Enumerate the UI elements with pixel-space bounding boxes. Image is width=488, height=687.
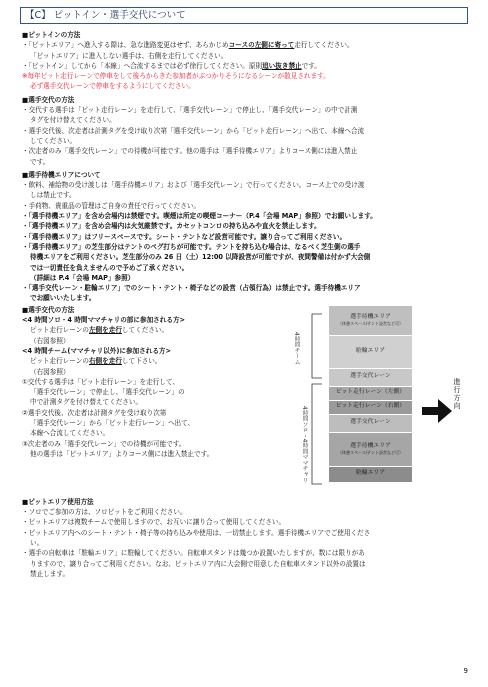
step-1: ①交代する選手は「ピット走行レーン」を走行して、 (22, 377, 180, 386)
team-category-heading: <4 時間チーム(ママチャリ以外)に参加される方> (22, 346, 172, 355)
section-title: 【C】 ピットイン・選手交代について (20, 7, 468, 24)
step-1-cont2: 中で計測タグを付け替えてください。 (30, 398, 143, 407)
waiting-rule-5: ・「選手待機エリア」はフリースペースです。シート・テントなど設営可能です。譲り合ってご利用ください。 (22, 232, 347, 241)
lane-brackets (308, 312, 326, 488)
diagram-block-change-lane-top: 選手交代レーン (329, 369, 412, 387)
waiting-rule-6: ・「選手待機エリア」の芝生部分はテントのペグ打ちが可能です。テントを持ち込む場合は、なるべく芝生側の選手 (22, 242, 361, 251)
change-rule-3: ・次走者のみ「選手交代レーン」での待機が可能です。他の選手は「選手待機エリア」よりコース側には進入禁止 (22, 147, 358, 156)
step-2: ②選手交代後、次走者は計測タグを受け取り次第 (22, 408, 167, 417)
step-2-cont: 「選手交代レーン」から「ピット走行レーン」へ出て、 (30, 418, 195, 427)
pit-area-rule-3: ・ピットエリア内へのシート・テント・椅子等の持ち込みや使用は、一切禁止します。選手待機エリアでご使用くださ (22, 528, 371, 537)
pit-in-rule-2: ・「ピットイン」してから「本線」へ合流するまでは必ず徐行してください。原則追い抜き禁止です。 (22, 61, 321, 70)
change-rule-1-cont: タグを付け替えてください。 (30, 116, 116, 125)
diagram-block-pit-lane-right: ピット走行レーン（右側） (329, 401, 412, 415)
warning-text-cont: 必ず選手交代レーンで停車をするようにしてください。 (30, 82, 195, 91)
team-note: （右図参照） (30, 367, 70, 376)
pit-in-rule-1-cont: 「ピットエリア」に進入しない選手は、右側を走行してください。 (30, 51, 228, 60)
waiting-rule-7-cont: でお願いいたします。 (30, 294, 96, 303)
method-text (22, 304, 282, 494)
waiting-rule-6-ref: （詳細は P.4「会場 MAP」参照） (30, 273, 135, 282)
page-number: 9 (463, 667, 468, 675)
pit-layout-diagram (282, 304, 468, 494)
method-heading: ■選手交代の方法 (22, 305, 75, 314)
waiting-rule-6-cont: 待機エリアをご利用ください。芝生部分のみ 26 日（土）12:00 以降設営が可能ですが、夜間警備は付かず大会側 (30, 253, 371, 262)
solo-label: 4時間ソロ・4時間ママチャリ (301, 405, 307, 483)
team-instruction: ピット走行レーンの右側を走行して下さい。 (30, 357, 162, 366)
pit-area-rule-1: ・ソロでご参加の方は、ソロピットをご利用ください。 (22, 508, 187, 517)
warning-text: ※毎年ピット走行レーンで停車をして後ろからきた参加者がぶつかりそうになるシーンが散見されます。 (22, 72, 330, 81)
solo-note: （右図参照） (30, 336, 70, 345)
change-rule-2-cont: してください。 (30, 136, 77, 145)
pit-area-rule-4: ・選手の自転車は「駐輪エリア」に駐輪してください。自転車スタンドは幾つか設置いたしますが、数には限りがあ (22, 549, 365, 558)
lane-stack (329, 306, 412, 483)
waiting-heading: ■選手待機エリアについて (22, 170, 101, 179)
step-3: ③次走者のみ「選手交代レーン」での待機が可能です。 (22, 439, 186, 448)
waiting-rule-6-cont2: では一切責任を負えませんので予めご了承ください。 (30, 263, 189, 272)
waiting-rule-2: ・手荷物、貴重品の管理はご自身の責任で行ってください。 (22, 201, 201, 210)
diagram-block-change-lane-bottom: 選手交代レーン (329, 415, 412, 433)
pit-area-rule-2: ・ピットエリアは複数チームで使用しますので、お互いに譲り合って使用してください。 (22, 518, 286, 527)
method-section (22, 304, 468, 494)
solo-category-heading: <4 時間ソロ・4 時間ママチャリの部に参加される方> (22, 316, 186, 325)
pit-area-rule-4-cont2: 禁止します。 (30, 569, 70, 578)
direction-arrow-icon (422, 399, 452, 423)
waiting-rule-7: ・「選手交代レーン・駐輪エリア」でのシート・テント・椅子などの設営（占領行為）は禁止です。選手待機エリア (22, 284, 361, 293)
waiting-rule-1-cont: しは禁止です。 (30, 191, 76, 200)
change-rule-1: ・交代する選手は「ピット走行レーン」を走行して、「選手交代レーン」で停止し、「選手交代レーン」の中で計測 (22, 106, 358, 115)
diagram-block-parking-top: 駐輪エリア (329, 336, 412, 369)
team-label: 4時間チーム (293, 331, 299, 365)
document-body (22, 29, 468, 579)
waiting-rule-1: ・飲料、補給物の受け渡しは「選手待機エリア」および「選手交代レーン」で行ってください。コース上での受け渡 (22, 181, 365, 190)
pit-area-rule-3-cont: い。 (30, 538, 44, 547)
change-rule-2: ・選手交代後、次走者は計測タグを受け取り次第「選手交代レーン」から「ピット走行レーン」へ出て、本線へ合流 (22, 126, 365, 135)
change-heading: ■選手交代の方法 (22, 95, 75, 104)
pit-in-rule-1: ・「ピットエリア」へ進入する際は、急な進路変更はせず、あらかじめコースの左側に寄って走行してください。 (22, 41, 354, 50)
diagram-block-waiting-top: 選手待機エリア （休憩スペース/テント設営など可） (329, 306, 412, 336)
pit-area-rule-4-cont: りますので、譲り合ってご利用ください。なお、ピットエリア内に大会側で用意した自転車スタンド以外の設置は (30, 559, 366, 568)
step-2-cont2: 本線へ合流してください。 (30, 429, 110, 438)
change-rule-3-cont: です。 (30, 157, 50, 166)
diagram-block-waiting-bottom: 選手待機エリア （休憩スペース/テント設営など可） (329, 433, 412, 467)
step-1-cont: 「選手交代レーン」で停止し、「選手交代レーン」の (30, 388, 185, 397)
waiting-rule-3: ・「選手待機エリア」を含め会場内は禁煙です。喫煙は所定の喫煙コーナー（P.4「会場 MAP」参照）でお願いします。 (22, 212, 377, 221)
pit-in-heading: ■ピットインの方法 (22, 31, 81, 39)
step-3-cont: 他の選手は「ピットエリア」よりコース側には進入禁止です。 (30, 449, 214, 458)
direction-label: 進行方向 (453, 377, 461, 410)
diagram-block-parking-bottom: 駐輪エリア (329, 467, 412, 483)
solo-instruction: ピット走行レーンの左側を走行してください。 (30, 326, 169, 335)
diagram-block-pit-lane-left: ピット走行レーン（左側） (329, 387, 412, 401)
pit-area-heading: ■ピットエリア使用方法 (22, 497, 94, 506)
waiting-rule-4: ・「選手待機エリア」を含め会場内は火気厳禁です。カセットコンロの持ち込みや直火を禁止します。 (22, 222, 321, 231)
